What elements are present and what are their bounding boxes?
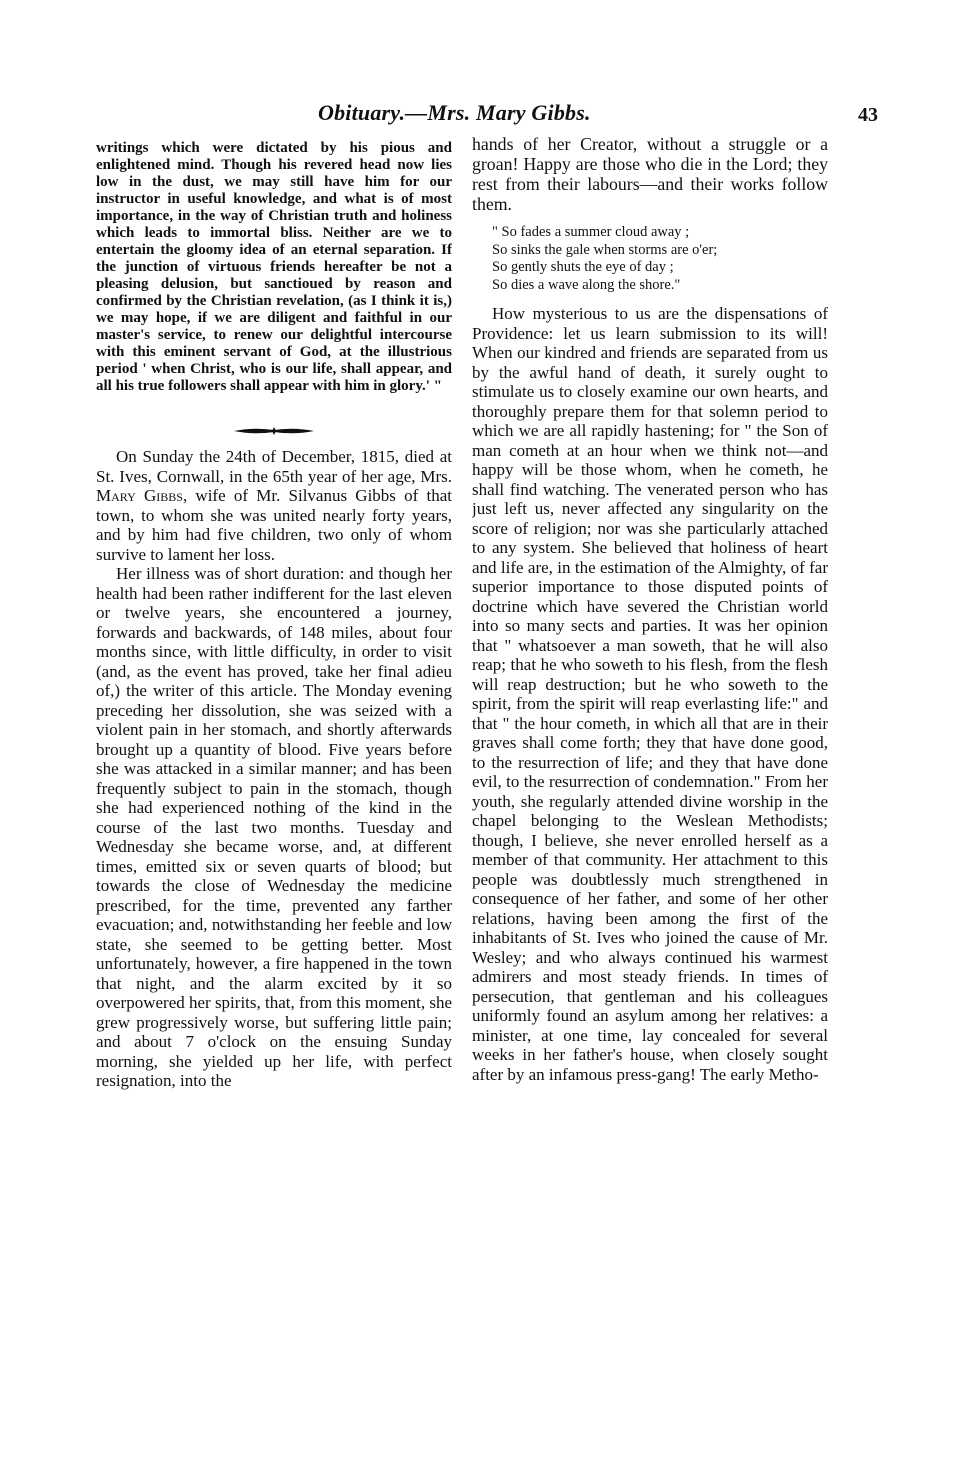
obituary-paragraph-1: [96, 447, 452, 564]
quoted-letter-ending: writings which were dictated by his pious and enlightened mind. Though his revered head now lies low in the dust, we may still have him for our instructor in useful knowledge, and what is of most importance, in the way of Christian truth and holiness which leads to immortal bliss. Neither are we to entertain the gloomy idea of an eternal separation. If the junction of virtuous friends hereafter be not a pleasing delusion, but sanctioued by reason and confirmed by the Christian revelation, (as I think it is,) we may hope, if we are diligent and faithful in our master's service, to renew our delightful intercourse with this eminent servant of God, at the illustrious period ' when Christ, who is our life, shall appear, and all his true followers shall appear with him in glory.' ": [96, 140, 452, 394]
deceased-name: Mary Gibbs: [96, 486, 183, 505]
poem-line: So dies a wave along the shore.": [492, 276, 681, 293]
page-number: 43: [858, 104, 878, 126]
continuation-text: hands of her Creator, without a struggle or a groan! Happy are those who die in the Lord; they rest from their labours—and their works follow them.: [472, 134, 828, 214]
poem-line: So sinks the gale when storms are o'er;: [492, 241, 718, 258]
obituary-paragraph-2: Her illness was of short duration: and though her health had been rather indifferent for the last eleven or twelve years, she encountered a journey, forwards and backwards, of 148 miles, about four months since, with little difficulty, in order to visit (and, as the event has proved, take her final adieu of,) the writer of this article. The Monday evening preceding her dissolution, she was seized with a violent pain in her stomach, and shortly afterwards brought up a quantity of blood. Five years before she was attacked in a similar manner; and has been frequently subject to pain in the stomach, though she had experienced nothing of the kind in the course of the last two months. Tuesday and Wednesday she became worse, and, at different times, emitted six or seven quarts of blood; but towards the close of Wednesday the medicine prescribed, for the time, prevented any farther evacuation; and, notwithstanding her feeble and low state, she seemed to be getting better. Most unfortunately, however, a fire happened in the town that night, and the alarm excited by it so overpowered her spirits, that, from this moment, she grew progressively worse, but suffering little pain; and about 7 o'clock on the ensuing Sunday morning, she yielded up her life, with perfect resignation, into the: [96, 564, 452, 1090]
right-column: [472, 134, 828, 1360]
obituary-p1-start: On Sunday the 24th of December, 1815, died at St. Ives, Cornwall, in the 65th year of her age, Mrs.: [96, 447, 452, 486]
left-column: [96, 140, 452, 1360]
poem-line: " So fades a summer cloud away ;: [492, 224, 690, 240]
section-divider-ornament: [229, 423, 319, 439]
reflection-paragraph: How mysterious to us are the dispensations of Providence: let us learn submission to its will! When our kindred and friends are separated from us by the awful hand of death, it surely ought to stimulate us to closely examine our own hearts, and thoroughly prepare them for that solemn period to which we are all rapidly hastening; for " the Son of man cometh at an hour when we think not—and happy will be those whom, when he cometh, he shall find watching. The venerated person who has just left us, never affected any singularity on the score of religion; nor was she particularly attached to any system. She believed that holiness of heart and life are, in the estimation of the Almighty, of far superior importance to those disputed points of doctrine which have severed the Christian world into so many sects and parties. It was her opinion that " whatsoever a man soweth, that he will also reap; that he who soweth to his flesh, from the flesh will reap destruction; but he who soweth to the spirit, from the spirit will reap everlasting life:" and that " the hour cometh, in which all that are in their graves shall come forth; they that have done good, to the resurrection of life; and they that have done evil, to the resurrection of condemnation." From her youth, she regularly attended divine worship in the chapel belonging to the Weslean Methodists; though, I believe, she never enrolled herself as a member of that community. Her attachment to this people was doubtlessly much strengthened in consequence of her father, and some of her other relations, having been among the first of the inhabitants of St. Ives who joined the cause of Mr. Wesley; and who always continued his warmest admirers and most steady friends. In times of persecution, that gentleman and his colleagues uniformly found an asylum among her relatives: a minister, at one time, lay concealed for several weeks in her father's house, when closely sought after by an infamous press-gang! The early Metho-: [472, 304, 828, 1084]
obituary-p1-end: , wife of Mr. Silvanus Gibbs of that town, to whom she was united nearly forty years, and by him had five children, two only of whom survive to lament her loss.: [96, 486, 452, 564]
poem-block: [492, 224, 828, 294]
running-header-title: Obituary.—Mrs. Mary Gibbs.: [318, 100, 591, 125]
poem-line: So gently shuts the eye of day ;: [492, 259, 674, 275]
